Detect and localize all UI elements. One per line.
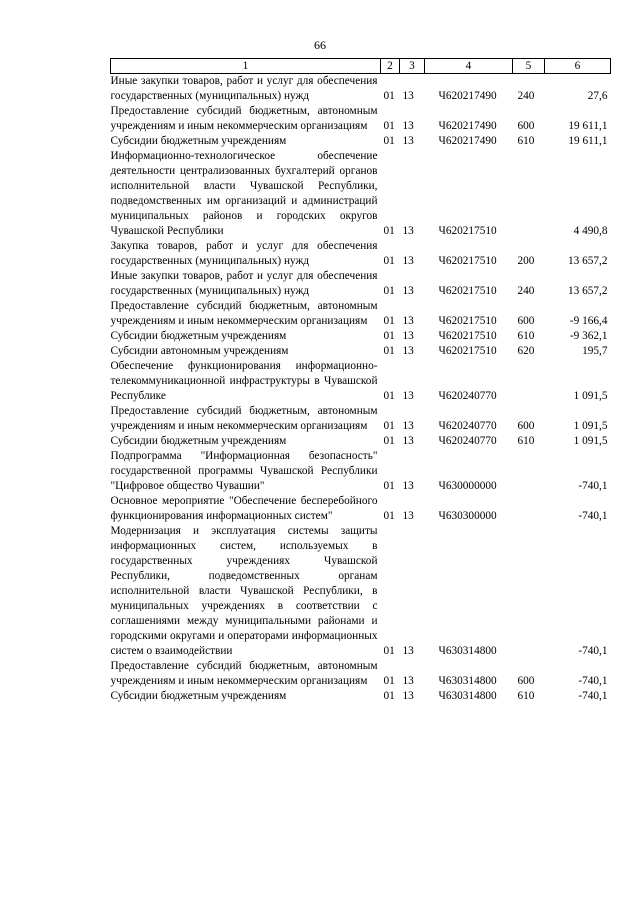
subsection-code: 13 — [402, 135, 414, 147]
table-row — [111, 659, 611, 689]
section-code: 01 — [383, 285, 395, 297]
section-code: 01 — [383, 645, 395, 657]
target-article-code: Ч630314800 — [438, 645, 497, 657]
subsection-code: 13 — [402, 645, 414, 657]
subsection-code: 13 — [402, 690, 414, 702]
expense-type-code — [513, 449, 545, 494]
amount: 27,6 — [587, 90, 608, 102]
subsection-code: 13 — [402, 675, 414, 687]
table-row — [111, 104, 611, 134]
subsection-code: 13 — [402, 480, 414, 492]
column-header-5: 5 — [513, 59, 545, 74]
table-row — [111, 149, 611, 239]
expense-type-code: 610 — [517, 690, 535, 702]
expense-type-code: 610 — [517, 330, 535, 342]
table-row — [111, 359, 611, 404]
item-name: Закупка товаров, работ и услуг для обеспечения государственных (муниципальных) нужд — [110, 240, 378, 267]
section-code: 01 — [383, 120, 395, 132]
amount: -740,1 — [578, 645, 608, 657]
item-name: Обеспечение функционирования информационно-телекоммуникационной инфраструктуры в Чувашской Республике — [110, 360, 378, 402]
budget-table — [110, 58, 611, 704]
amount: 1 091,5 — [573, 435, 608, 447]
table-row — [111, 524, 611, 659]
table-row — [111, 269, 611, 299]
section-code: 01 — [383, 690, 395, 702]
item-name: Предоставление субсидий бюджетным, автономным учреждениям и иным некоммерческим организациям — [110, 660, 378, 687]
item-name: Модернизация и эксплуатация системы защиты информационных систем, используемых в государственных учреждениях Чувашской Республики, подведомственных органам исполнительной власти Чувашской Республики, в муниципальных учреждениях в соответствии с соглашениями между муниципальными районами и городскими округами и операторами информационных систем о взаимодействии — [110, 525, 378, 657]
item-name: Субсидии бюджетным учреждениям — [110, 330, 287, 342]
expense-type-code: 240 — [517, 90, 535, 102]
amount: 13 657,2 — [567, 255, 608, 267]
expense-type-code: 600 — [517, 420, 535, 432]
target-article-code: Ч630314800 — [438, 675, 497, 687]
subsection-code: 13 — [402, 345, 414, 357]
table-body — [111, 74, 611, 705]
expense-type-code: 200 — [517, 255, 535, 267]
section-code: 01 — [383, 345, 395, 357]
item-name: Субсидии бюджетным учреждениям — [110, 435, 287, 447]
item-name: Субсидии бюджетным учреждениям — [110, 135, 287, 147]
table-row — [111, 344, 611, 359]
item-name: Иные закупки товаров, работ и услуг для обеспечения государственных (муниципальных) нужд — [110, 270, 378, 297]
target-article-code: Ч620217490 — [438, 120, 497, 132]
table-row — [111, 239, 611, 269]
subsection-code: 13 — [402, 435, 414, 447]
amount: 1 091,5 — [573, 420, 608, 432]
subsection-code: 13 — [402, 225, 414, 237]
target-article-code: Ч620217510 — [438, 330, 497, 342]
item-name: Субсидии бюджетным учреждениям — [110, 690, 287, 702]
section-code: 01 — [383, 480, 395, 492]
column-header-4: 4 — [425, 59, 513, 74]
expense-type-code: 240 — [517, 285, 535, 297]
target-article-code: Ч630300000 — [438, 510, 497, 522]
amount: -740,1 — [578, 510, 608, 522]
item-name: Предоставление субсидий бюджетным, автономным учреждениям и иным некоммерческим организациям — [110, 300, 378, 327]
column-header-3: 3 — [400, 59, 425, 74]
section-code: 01 — [383, 510, 395, 522]
subsection-code: 13 — [402, 510, 414, 522]
item-name: Предоставление субсидий бюджетным, автономным учреждениям и иным некоммерческим организациям — [110, 105, 378, 132]
subsection-code: 13 — [402, 315, 414, 327]
column-header-6: 6 — [545, 59, 611, 74]
table-row — [111, 134, 611, 149]
subsection-code: 13 — [402, 285, 414, 297]
expense-type-code: 610 — [517, 435, 535, 447]
expense-type-code: 610 — [517, 135, 535, 147]
table-row — [111, 494, 611, 524]
subsection-code: 13 — [402, 120, 414, 132]
item-name: Иные закупки товаров, работ и услуг для обеспечения государственных (муниципальных) нужд — [110, 75, 378, 102]
section-code: 01 — [383, 135, 395, 147]
expense-type-code: 600 — [517, 120, 535, 132]
section-code: 01 — [383, 315, 395, 327]
expense-type-code: 620 — [517, 345, 535, 357]
amount: -740,1 — [578, 480, 608, 492]
item-name: Предоставление субсидий бюджетным, автономным учреждениям и иным некоммерческим организациям — [110, 405, 378, 432]
amount: -9 362,1 — [569, 330, 608, 342]
amount: 4 490,8 — [573, 225, 608, 237]
amount: 19 611,1 — [568, 135, 608, 147]
target-article-code: Ч620217510 — [438, 285, 497, 297]
target-article-code: Ч620240770 — [438, 435, 497, 447]
target-article-code: Ч620240770 — [438, 390, 497, 402]
expense-type-code — [513, 524, 545, 659]
table-row — [111, 74, 611, 105]
section-code: 01 — [383, 255, 395, 267]
section-code: 01 — [383, 675, 395, 687]
expense-type-code — [513, 149, 545, 239]
expense-type-code: 600 — [517, 315, 535, 327]
target-article-code: Ч620217510 — [438, 255, 497, 267]
item-name: Основное мероприятие "Обеспечение бесперебойного функционирования информационных систем" — [110, 495, 378, 522]
expense-type-code — [513, 359, 545, 404]
subsection-code: 13 — [402, 390, 414, 402]
target-article-code: Ч620240770 — [438, 420, 497, 432]
item-name: Субсидии автономным учреждениям — [110, 345, 289, 357]
section-code: 01 — [383, 435, 395, 447]
amount: -740,1 — [578, 675, 608, 687]
section-code: 01 — [383, 420, 395, 432]
target-article-code: Ч620217510 — [438, 345, 497, 357]
item-name: Информационно-технологическое обеспечение деятельности централизованных бухгалтерий органов исполнительной власти Чувашской Республики, подведомственных им организаций и администраций муниципальных районов и городских округов Чувашской Республики — [110, 150, 378, 237]
table-row — [111, 689, 611, 704]
amount: 195,7 — [582, 345, 608, 357]
table-row — [111, 404, 611, 434]
subsection-code: 13 — [402, 420, 414, 432]
subsection-code: 13 — [402, 90, 414, 102]
expense-type-code: 600 — [517, 675, 535, 687]
subsection-code: 13 — [402, 255, 414, 267]
item-name: Подпрограмма "Информационная безопасность" государственной программы Чувашской Республики "Цифровое общество Чувашии" — [110, 450, 378, 492]
target-article-code: Ч620217490 — [438, 135, 497, 147]
amount: -9 166,4 — [569, 315, 608, 327]
amount: 19 611,1 — [568, 120, 608, 132]
amount: -740,1 — [578, 690, 608, 702]
section-code: 01 — [383, 225, 395, 237]
table-header-row — [111, 59, 611, 74]
table-row — [111, 329, 611, 344]
table-row — [111, 434, 611, 449]
section-code: 01 — [383, 330, 395, 342]
amount: 13 657,2 — [567, 285, 608, 297]
table-row — [111, 449, 611, 494]
subsection-code: 13 — [402, 330, 414, 342]
target-article-code: Ч620217510 — [438, 225, 497, 237]
table-row — [111, 299, 611, 329]
target-article-code: Ч620217510 — [438, 315, 497, 327]
page-number: 66 — [314, 38, 326, 52]
amount: 1 091,5 — [573, 390, 608, 402]
target-article-code: Ч620217490 — [438, 90, 497, 102]
section-code: 01 — [383, 90, 395, 102]
column-header-2: 2 — [381, 59, 400, 74]
column-header-1: 1 — [111, 59, 381, 74]
expense-type-code — [513, 494, 545, 524]
section-code: 01 — [383, 390, 395, 402]
target-article-code: Ч630314800 — [438, 690, 497, 702]
target-article-code: Ч630000000 — [438, 480, 497, 492]
